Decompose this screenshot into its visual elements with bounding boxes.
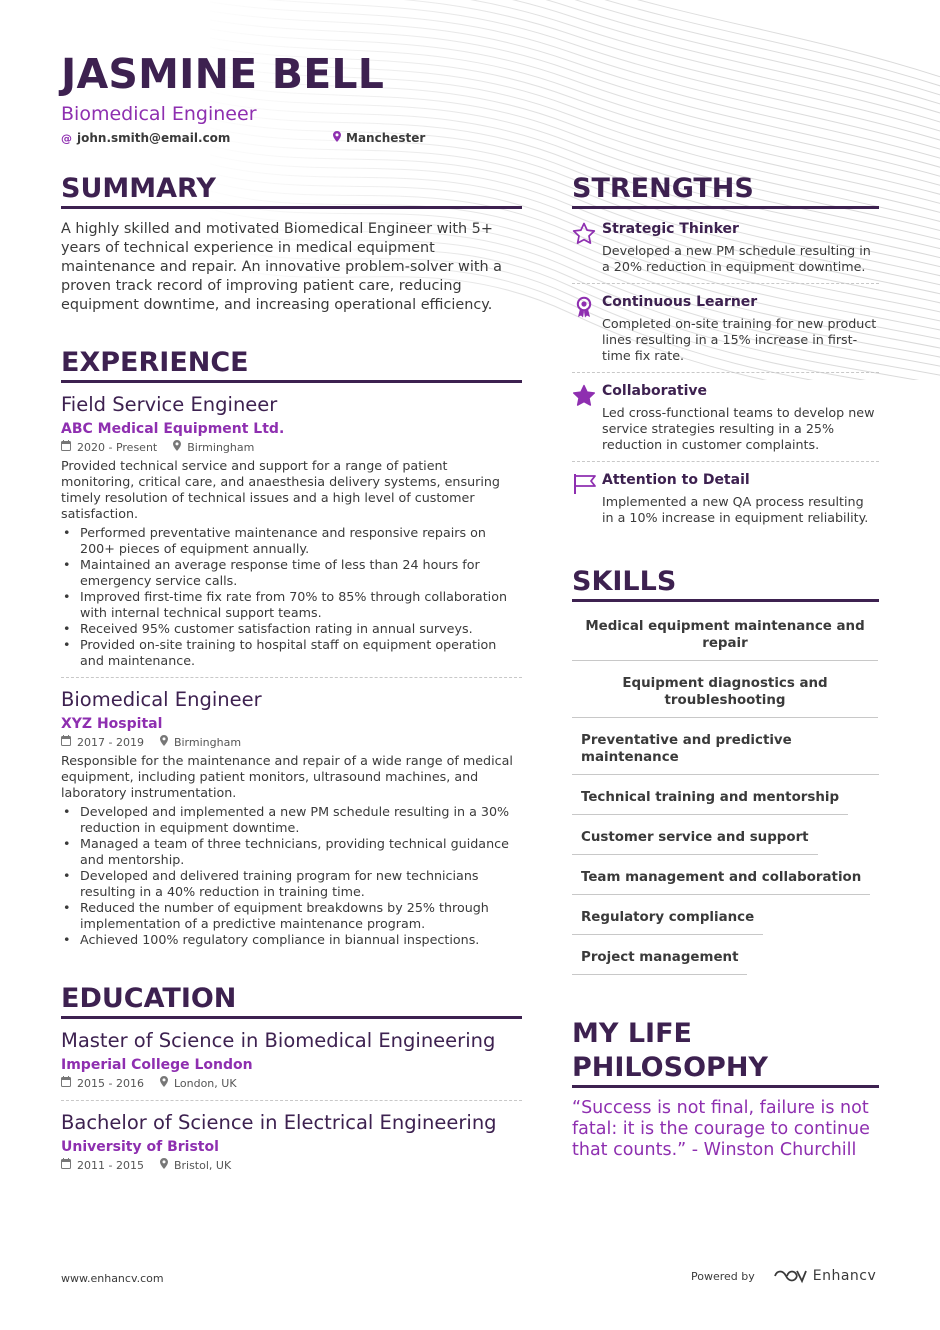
strengths-section (572, 172, 879, 534)
job-meta (61, 440, 522, 456)
enhancv-brand-text: Enhancv (812, 1268, 877, 1284)
job-bullet: • Provided on-site training to hospital staff on equipment operation and maintenance. (61, 637, 522, 669)
strength-description: Completed on-site training for new product lines resulting in a 15% increase in first-time fix rate. (602, 316, 877, 363)
strength-body (602, 220, 879, 275)
skill-tag: Technical training and mentorship (572, 783, 848, 815)
job-description: Responsible for the maintenance and repair of a wide range of medical equipment, including patient monitors, ultrasound machines, and laboratory instrumentation. (61, 753, 513, 800)
degree-title: Master of Science in Biomedical Engineering (61, 1029, 496, 1052)
job-title: Biomedical Engineer (61, 688, 262, 711)
strength-item (572, 209, 879, 283)
award-ribbon-icon (572, 293, 602, 364)
school-name: University of Bristol (61, 1139, 219, 1155)
job-location-text: Birmingham (187, 441, 255, 454)
job-entry (61, 393, 522, 669)
strength-description: Implemented a new QA process resulting in a 10% increase in equipment reliability. (602, 494, 869, 525)
education-section (61, 982, 522, 1174)
job-bullet: • Performed preventative maintenance and responsive repairs on 200+ pieces of equipment annually. (61, 525, 522, 557)
job-dates: 2017 - 2019 (77, 736, 144, 749)
skills-list (572, 612, 879, 983)
strength-title: Collaborative (602, 383, 708, 399)
job-bullet: • Improved first-time fix rate from 70% to 85% through collaboration with internal technical support teams. (61, 589, 522, 621)
philosophy-quote: “Success is not final, failure is not fatal: it is the courage to continue that counts.” - Winston Churchill (572, 1098, 870, 1160)
enhancv-logo[interactable] (773, 1268, 877, 1284)
education-meta (61, 1158, 522, 1174)
enhancv-logo-icon (773, 1268, 807, 1284)
calendar-icon (61, 1158, 71, 1174)
job-dates: 2020 - Present (77, 441, 158, 454)
education-entry (61, 1111, 522, 1174)
skill-tag: Project management (572, 943, 747, 975)
strength-description: Developed a new PM schedule resulting in a 20% reduction in equipment downtime. (602, 243, 871, 274)
star-outline-icon (572, 220, 602, 275)
right-column (572, 172, 879, 1161)
job-entry (61, 688, 522, 948)
company-name: ABC Medical Equipment Ltd. (61, 421, 285, 437)
strength-item (572, 284, 879, 372)
job-location (173, 440, 254, 456)
location-contact (333, 131, 425, 145)
job-bullet: • Developed and delivered training program for new technicians resulting in a 40% reduction in training time. (61, 868, 522, 900)
job-bullet: • Achieved 100% regulatory compliance in biannual inspections. (61, 932, 522, 948)
education-meta (61, 1076, 522, 1092)
strength-title: Attention to Detail (602, 472, 750, 488)
job-description: Provided technical service and support for a range of patient monitoring, critical care, and anaesthesia delivery systems, ensuring timely resolution of technical issues and a high level of customer satisfaction. (61, 458, 500, 521)
job-location (160, 735, 241, 751)
skill-tag: Customer service and support (572, 823, 818, 855)
education-dates: 2011 - 2015 (77, 1159, 144, 1172)
job-bullet: • Received 95% customer satisfaction rating in annual surveys. (61, 621, 522, 637)
divider (61, 1100, 522, 1101)
education-entry (61, 1029, 522, 1092)
skill-tag: Medical equipment maintenance and repair (572, 612, 878, 661)
location-pin-icon (160, 1158, 168, 1174)
strength-body (602, 382, 879, 453)
strength-title: Strategic Thinker (602, 221, 739, 237)
calendar-icon (61, 440, 71, 456)
location-text: Manchester (346, 131, 426, 145)
email-text: john.smith@email.com (77, 131, 231, 145)
location-pin-icon (160, 1076, 168, 1092)
education-location-text: Bristol, UK (173, 1159, 232, 1172)
job-bullets (61, 804, 522, 948)
company-name: XYZ Hospital (61, 716, 163, 732)
skills-section (572, 565, 879, 983)
email-contact[interactable] (61, 131, 230, 145)
strength-item (572, 373, 879, 461)
experience-heading: EXPERIENCE (61, 346, 522, 383)
job-bullet: • Reduced the number of equipment breakdowns by 25% through implementation of a predictive maintenance program. (61, 900, 522, 932)
skill-tag: Team management and collaboration (572, 863, 870, 895)
experience-section (61, 346, 522, 948)
candidate-role: Biomedical Engineer (61, 103, 257, 125)
education-location-text: London, UK (173, 1077, 237, 1090)
philosophy-heading: MY LIFE PHILOSOPHY (572, 1017, 879, 1088)
powered-by-text: Powered by (691, 1269, 755, 1283)
job-bullet: • Maintained an average response time of less than 24 hours for emergency service calls. (61, 557, 522, 589)
strengths-heading: STRENGTHS (572, 172, 879, 209)
job-bullet: • Managed a team of three technicians, providing technical guidance and mentorship. (61, 836, 522, 868)
degree-title: Bachelor of Science in Electrical Engineering (61, 1111, 497, 1134)
strength-title: Continuous Learner (602, 294, 758, 310)
education-location (160, 1158, 231, 1174)
philosophy-section (572, 1017, 879, 1161)
location-pin-icon (173, 440, 181, 456)
job-title: Field Service Engineer (61, 393, 278, 416)
summary-section (61, 172, 522, 315)
flag-icon (572, 471, 602, 526)
skill-tag: Preventative and predictive maintenance (572, 726, 879, 775)
footer-website[interactable]: www.enhancv.com (61, 1272, 164, 1285)
calendar-icon (61, 1076, 71, 1092)
education-heading: EDUCATION (61, 982, 522, 1019)
at-icon: @ (61, 131, 72, 145)
footer-branding (691, 1268, 876, 1284)
contact-info (61, 131, 881, 147)
skill-tag: Regulatory compliance (572, 903, 763, 935)
education-location (160, 1076, 237, 1092)
job-meta (61, 735, 522, 751)
job-bullets (61, 525, 522, 669)
strength-description: Led cross-functional teams to develop new service strategies resulting in a 25% reduction in customer complaints. (602, 405, 875, 452)
left-column (61, 172, 522, 1174)
summary-text: A highly skilled and motivated Biomedical Engineer with 5+ years of technical experience in medical equipment maintenance and repair. An innovative problem-solver with a proven track record of improving patient care, reducing equipment downtime, and increasing operational efficiency. (61, 221, 502, 313)
candidate-name: JASMINE BELL (61, 50, 385, 98)
job-bullet: • Developed and implemented a new PM schedule resulting in a 30% reduction in equipment downtime. (61, 804, 522, 836)
location-pin-icon (160, 735, 168, 751)
strength-body (602, 293, 879, 364)
job-location-text: Birmingham (173, 736, 242, 749)
school-name: Imperial College London (61, 1057, 253, 1073)
calendar-icon (61, 735, 71, 751)
divider (61, 677, 522, 678)
summary-heading: SUMMARY (61, 172, 522, 209)
location-pin-icon (333, 131, 341, 145)
strength-body (602, 471, 879, 526)
skill-tag: Equipment diagnostics and troubleshooting (572, 669, 878, 718)
education-dates: 2015 - 2016 (77, 1077, 144, 1090)
resume-header (61, 50, 881, 147)
strength-item (572, 462, 879, 534)
star-filled-icon (572, 382, 602, 453)
skills-heading: SKILLS (572, 565, 879, 602)
